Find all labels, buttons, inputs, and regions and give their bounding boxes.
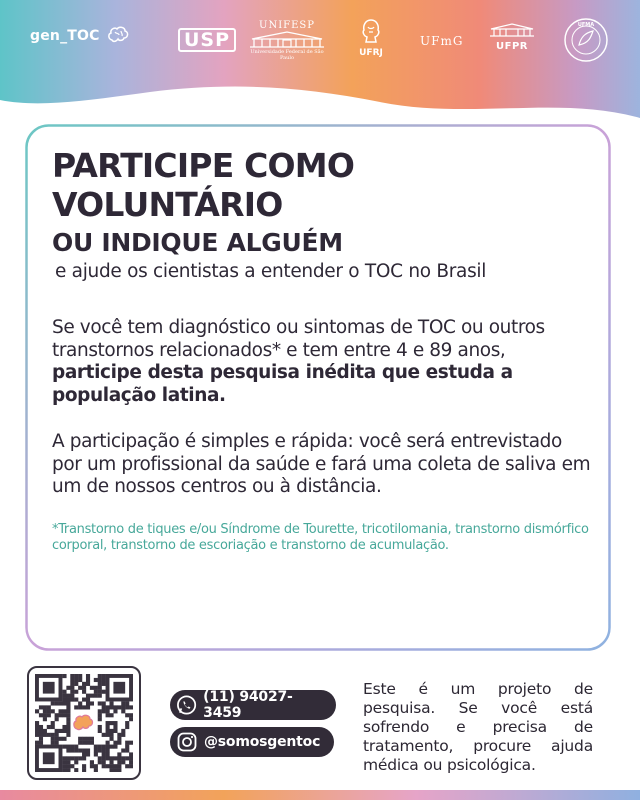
building-icon xyxy=(248,31,326,49)
eligibility-paragraph xyxy=(52,317,592,407)
participation-paragraph: A participação é simples e rápida: você será entrevistado por um profissional da saúde e fará uma coleta de saliva em um de nossos centros ou à distância. xyxy=(52,431,591,497)
title-line-1: PARTICIPE COMO xyxy=(52,146,355,185)
unifesp-logo: UNIFESP Universidade Federal de São Paulo xyxy=(248,20,326,61)
ufma-seal-icon xyxy=(563,17,609,63)
partner-logos xyxy=(0,0,640,80)
svg-text:UFMA: UFMA xyxy=(577,22,595,28)
subtitle: e ajude os cientistas a entender o TOC no Brasil xyxy=(55,261,487,282)
brain-icon xyxy=(107,26,129,44)
instagram-icon xyxy=(176,731,198,753)
whatsapp-contact[interactable] xyxy=(170,690,336,720)
qr-code-pattern xyxy=(35,674,133,772)
eligibility-text: Se você tem diagnóstico ou sintomas de TOC ou outros transtornos relacionados* e tem entre 4 e 89 anos, xyxy=(52,317,545,361)
bottom-gradient-bar xyxy=(0,790,640,800)
instagram-contact[interactable] xyxy=(170,727,334,757)
qr-brain-icon xyxy=(71,710,97,736)
footnote: *Transtorno de tiques e/ou Síndrome de Tourette, tricotilomania, transtorno dismórfico corporal, transtorno de escoriação e transtorno de acumulação. xyxy=(52,521,589,553)
ufmg-logo: UFmG xyxy=(420,34,464,48)
eligibility-highlight: participe desta pesquisa inédita que estuda a população latina. xyxy=(52,362,513,406)
disclaimer: Este é um projeto de pesquisa. Se você está sofrendo e precisa de tratamento, procure ajuda médica ou psicológica. xyxy=(363,680,593,774)
ufpr-building-icon xyxy=(488,23,536,37)
info-card xyxy=(25,124,611,651)
title-line-2: VOLUNTÁRIO xyxy=(52,185,283,224)
usp-logo: USP xyxy=(178,28,236,52)
qr-code[interactable] xyxy=(27,666,141,780)
ufrj-logo: UFRJ xyxy=(355,18,387,58)
gentoc-logo: gen_TOC xyxy=(30,26,129,44)
phone-number: (11) 94027-3459 xyxy=(203,689,293,721)
ufpr-logo: UFPR xyxy=(488,22,536,52)
whatsapp-icon xyxy=(176,694,197,716)
minerva-icon xyxy=(359,18,383,44)
title-line-3: OU INDIQUE ALGUÉM xyxy=(52,228,343,257)
instagram-handle: @somosgentoc xyxy=(204,734,321,750)
